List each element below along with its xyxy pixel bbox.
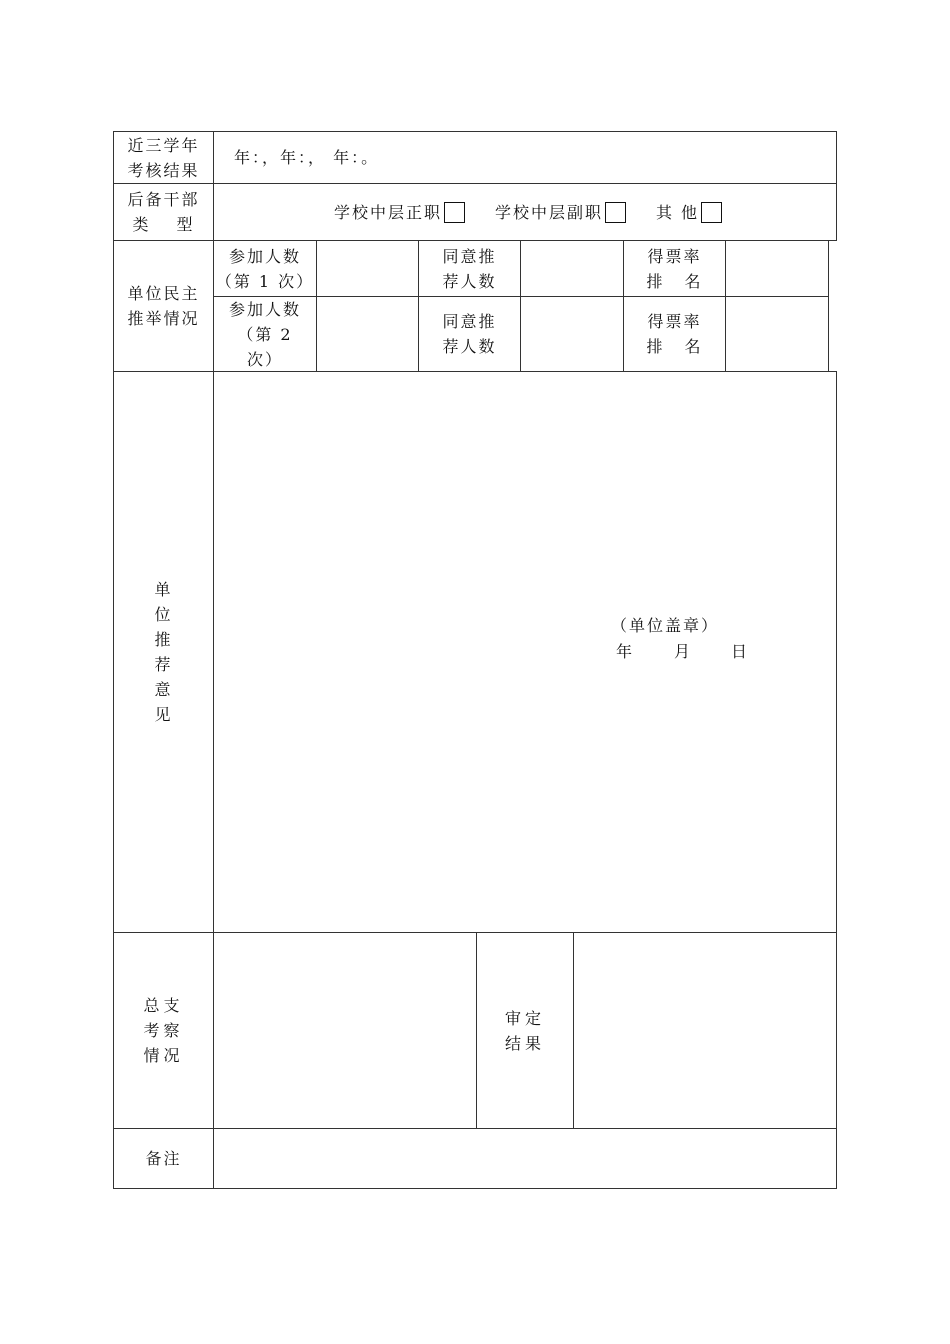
option-middle-level-deputy [495, 200, 626, 225]
remark-label-text: 备注 [145, 1149, 182, 1168]
exam-results-label [114, 132, 213, 183]
reserve-type-label-line1: 后备干部 [127, 190, 200, 209]
exam-results-label-line1: 近三学年 [127, 135, 200, 155]
rate-char: 排 [646, 337, 665, 356]
rate-char: 名 [684, 337, 703, 356]
agree-second-line2: 荐人数 [442, 337, 497, 356]
option-middle-level-principal [334, 200, 465, 225]
option-label: 学校中层正职 [333, 202, 442, 222]
option-label: 学校中层副职 [494, 202, 603, 222]
opinion-date [616, 639, 747, 664]
participants-second-line3: 次） [246, 349, 283, 369]
reserve-type-label-line2 [132, 212, 194, 237]
rate-first-line2 [647, 269, 703, 294]
option-label: 其 他 [655, 202, 700, 222]
date-day: 日 [731, 642, 748, 661]
approval-result-label [477, 933, 573, 1128]
opinion-label-char: 见 [154, 705, 173, 724]
opinion-label-char: 意 [154, 680, 173, 699]
table-border-bottom [113, 1188, 837, 1189]
agree-second-field[interactable] [521, 297, 623, 371]
opinion-label-char: 单 [154, 580, 173, 599]
participants-first-line1: 参加人数 [228, 246, 301, 266]
participants-second-line1: 参加人数 [228, 299, 301, 319]
exam-results-value: 年：，年：， 年：。 [234, 148, 380, 167]
agree-second-line1: 同意推 [442, 312, 497, 331]
branch-label-line2: 考察 [143, 1021, 184, 1040]
unit-seal-text: （单位盖章） [611, 616, 720, 635]
participants-first-line2: （第 1 次） [215, 271, 315, 291]
participants-second-line2: （第 2 [237, 324, 293, 344]
table-border-right [836, 131, 837, 241]
rate-first-field[interactable] [726, 241, 828, 296]
opinion-label-char: 荐 [154, 655, 173, 674]
approval-result-line2: 结果 [504, 1033, 545, 1053]
date-month: 月 [674, 642, 691, 661]
rate-first-line1: 得票率 [647, 246, 702, 266]
branch-label-line3: 情况 [143, 1046, 184, 1065]
table-border-right [836, 371, 837, 1189]
participants-first-field[interactable] [317, 241, 418, 296]
rate-second-line1: 得票率 [647, 312, 702, 331]
date-year: 年 [616, 642, 633, 661]
participants-first-label [214, 241, 316, 296]
agree-first-line1: 同意推 [442, 246, 497, 266]
remark-label [114, 1129, 213, 1188]
branch-investigation-field[interactable] [214, 933, 476, 1128]
participants-second-field[interactable] [317, 297, 418, 371]
rate-first-label [624, 241, 725, 296]
remark-field[interactable] [214, 1129, 836, 1188]
election-label-line1: 单位民主 [127, 284, 200, 303]
rate-char: 名 [684, 271, 703, 291]
approval-result-line1: 审定 [504, 1008, 545, 1028]
participants-second-label [214, 297, 316, 371]
approval-result-field[interactable] [574, 933, 836, 1128]
opinion-label [114, 372, 213, 932]
exam-results-label-line2: 考核结果 [127, 160, 200, 180]
opinion-label-char: 位 [154, 605, 173, 624]
rate-char: 排 [646, 271, 665, 291]
branch-label-line1: 总支 [143, 996, 184, 1015]
option-checkbox[interactable] [605, 202, 626, 223]
rate-second-field[interactable] [726, 297, 828, 371]
reserve-type-options [214, 184, 836, 240]
election-label-line2: 推举情况 [127, 309, 200, 328]
election-label [114, 241, 213, 371]
agree-first-label [419, 241, 520, 296]
option-checkbox[interactable] [444, 202, 465, 223]
reserve-type-label-char: 型 [176, 215, 195, 234]
option-checkbox[interactable] [701, 202, 722, 223]
reserve-type-label [114, 184, 213, 240]
agree-second-label [419, 297, 520, 371]
exam-results-value-field[interactable] [214, 132, 836, 183]
opinion-label-char: 推 [154, 630, 173, 649]
rate-second-line2 [647, 334, 703, 359]
election-column-divider [828, 240, 829, 372]
reserve-type-label-char: 类 [132, 215, 151, 234]
option-other [656, 200, 722, 225]
agree-first-field[interactable] [521, 241, 623, 296]
rate-second-label [624, 297, 725, 371]
branch-label [114, 933, 213, 1128]
agree-first-line2: 荐人数 [442, 271, 497, 291]
